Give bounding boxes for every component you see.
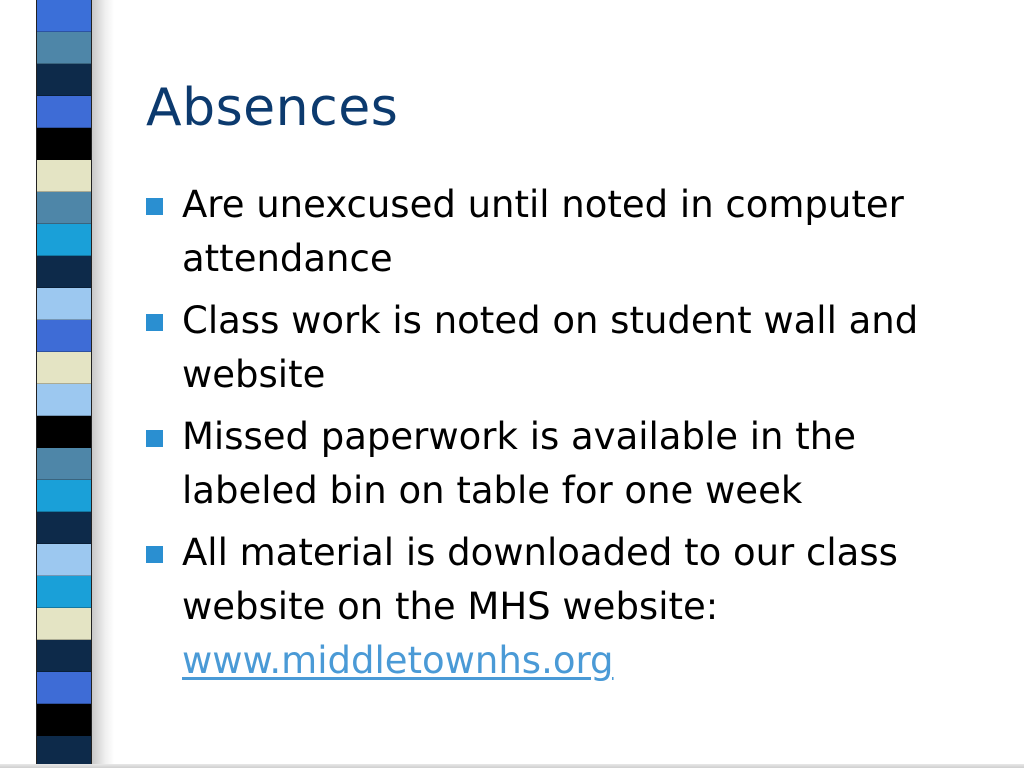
stripe-band <box>37 704 91 736</box>
slide-title: Absences <box>146 78 399 138</box>
bullet-text: Class work is noted on student wall and website <box>182 299 919 396</box>
stripe-band <box>37 384 91 416</box>
stripe-band <box>37 32 91 64</box>
stripe-shadow <box>92 0 114 768</box>
stripe-band <box>37 64 91 96</box>
stripe-band <box>37 480 91 512</box>
stripe-band <box>37 128 91 160</box>
stripe-band <box>37 160 91 192</box>
stripe-band <box>37 608 91 640</box>
stripe-band <box>37 544 91 576</box>
square-bullet-icon <box>146 546 163 563</box>
stripe-band <box>37 448 91 480</box>
bullet-list <box>146 178 976 696</box>
square-bullet-icon <box>146 314 163 331</box>
stripe-band <box>37 192 91 224</box>
bullet-item <box>146 178 976 286</box>
stripe-band <box>37 96 91 128</box>
bullet-text: All material is downloaded to our class website on the MHS website: <box>182 531 898 628</box>
stripe-band <box>37 640 91 672</box>
stripe-band <box>37 224 91 256</box>
bullet-item <box>146 410 976 518</box>
bullet-text: Missed paperwork is available in the labeled bin on table for one week <box>182 415 856 512</box>
website-link[interactable]: www.middletownhs.org <box>182 639 614 682</box>
bottom-edge <box>0 764 1024 768</box>
stripe-band <box>37 352 91 384</box>
bullet-item <box>146 294 976 402</box>
stripe-band <box>37 512 91 544</box>
stripe-band <box>37 416 91 448</box>
square-bullet-icon <box>146 198 163 215</box>
stripe-band <box>37 672 91 704</box>
stripe-band <box>37 256 91 288</box>
stripe-band <box>37 576 91 608</box>
stripe-band <box>37 0 91 32</box>
stripe-band <box>37 320 91 352</box>
stripe-band <box>37 288 91 320</box>
bullet-text: Are unexcused until noted in computer attendance <box>182 183 904 280</box>
decorative-stripe-bar <box>36 0 92 768</box>
square-bullet-icon <box>146 430 163 447</box>
bullet-item <box>146 526 976 688</box>
